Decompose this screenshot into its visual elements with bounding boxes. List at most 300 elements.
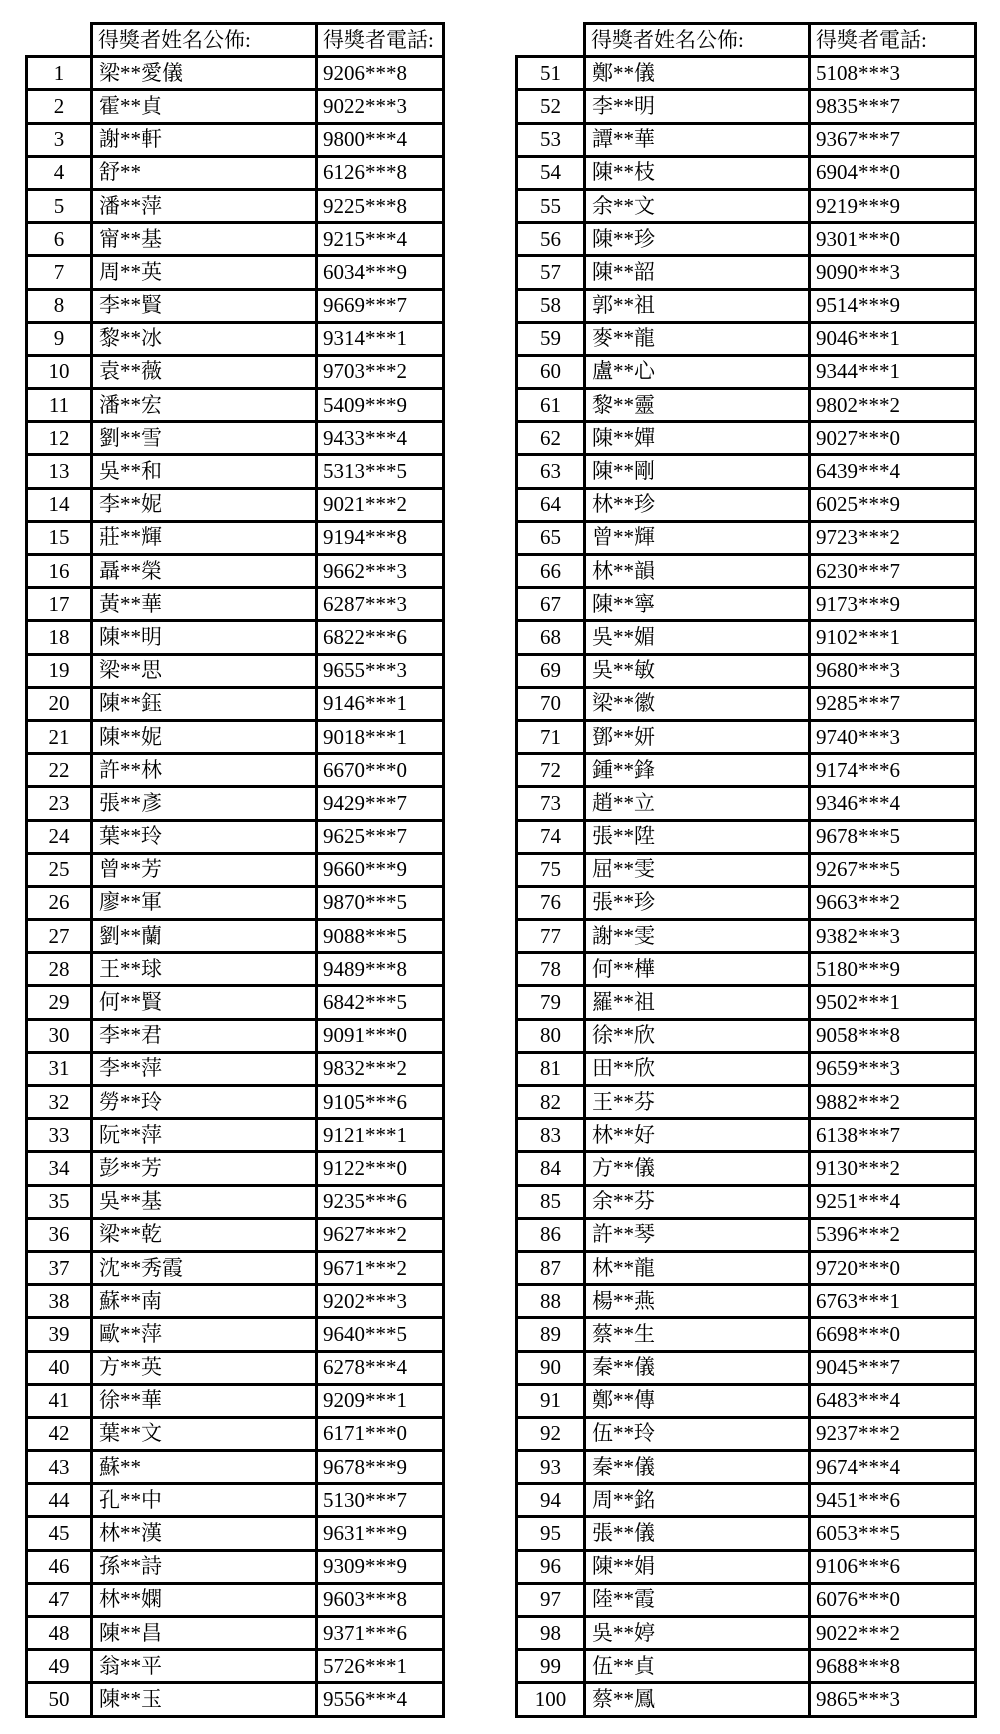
winner-phone: 6126***8 [317, 156, 444, 189]
winner-phone: 9655***3 [317, 654, 444, 687]
winner-phone: 9659***3 [810, 1052, 976, 1085]
row-number: 8 [27, 289, 92, 322]
winner-name: 吳**媚 [585, 621, 810, 654]
winner-phone: 6278***4 [317, 1351, 444, 1384]
table-row [517, 1218, 976, 1251]
winner-phone: 9603***8 [317, 1583, 444, 1616]
row-number: 4 [27, 156, 92, 189]
table-row [27, 189, 444, 222]
winner-name: 甯**基 [92, 223, 317, 256]
winner-phone: 9720***0 [810, 1251, 976, 1284]
table-row [27, 920, 444, 953]
winner-name: 吳**婷 [585, 1617, 810, 1650]
winner-phone: 9174***6 [810, 754, 976, 787]
row-number: 18 [27, 621, 92, 654]
row-number: 94 [517, 1484, 585, 1517]
table-row [517, 156, 976, 189]
winner-name: 秦**儀 [585, 1351, 810, 1384]
winner-name: 鄭**傳 [585, 1384, 810, 1417]
table-row [517, 754, 976, 787]
winner-phone: 9502***1 [810, 986, 976, 1019]
winner-name: 謝**軒 [92, 123, 317, 156]
table-row [27, 422, 444, 455]
winner-phone: 6034***9 [317, 256, 444, 289]
winner-name: 陳**剛 [585, 455, 810, 488]
winner-name: 伍**玲 [585, 1417, 810, 1450]
winner-phone: 9429***7 [317, 787, 444, 820]
winner-phone: 9627***2 [317, 1218, 444, 1251]
winner-phone: 9018***1 [317, 720, 444, 753]
row-number: 7 [27, 256, 92, 289]
table-row [27, 1185, 444, 1218]
winner-name: 聶**榮 [92, 555, 317, 588]
table-row [27, 1683, 444, 1716]
row-number: 88 [517, 1285, 585, 1318]
table-row [517, 1484, 976, 1517]
row-number: 12 [27, 422, 92, 455]
table-row [27, 1417, 444, 1450]
row-number: 65 [517, 521, 585, 554]
winner-phone: 9088***5 [317, 920, 444, 953]
winner-name: 鄭**儀 [585, 57, 810, 90]
winner-phone: 6483***4 [810, 1384, 976, 1417]
winner-name: 周**英 [92, 256, 317, 289]
winner-name: 莊**輝 [92, 521, 317, 554]
winner-phone: 5409***9 [317, 389, 444, 422]
winner-phone: 9723***2 [810, 521, 976, 554]
table-row [27, 1451, 444, 1484]
winner-name: 李**君 [92, 1019, 317, 1052]
row-number: 29 [27, 986, 92, 1019]
row-number: 45 [27, 1517, 92, 1550]
winner-name: 劉**雪 [92, 422, 317, 455]
winner-phone: 5108***3 [810, 57, 976, 90]
winner-phone: 9045***7 [810, 1351, 976, 1384]
table-row [27, 1285, 444, 1318]
table-row [27, 1484, 444, 1517]
row-number: 59 [517, 322, 585, 355]
row-number: 26 [27, 886, 92, 919]
winner-name: 黃**華 [92, 588, 317, 621]
row-number: 86 [517, 1218, 585, 1251]
winner-phone: 6842***5 [317, 986, 444, 1019]
header-row [517, 24, 976, 57]
row-number: 70 [517, 687, 585, 720]
row-number: 97 [517, 1583, 585, 1616]
table-row [517, 1119, 976, 1152]
row-number: 51 [517, 57, 585, 90]
row-number: 57 [517, 256, 585, 289]
table-row [27, 1152, 444, 1185]
table-row [27, 57, 444, 90]
table-row [517, 920, 976, 953]
table-row [517, 223, 976, 256]
row-number: 23 [27, 787, 92, 820]
table-row [27, 90, 444, 123]
table-row [517, 820, 976, 853]
row-number: 31 [27, 1052, 92, 1085]
winner-phone: 6287***3 [317, 588, 444, 621]
winner-name: 陳**寧 [585, 588, 810, 621]
table-row [27, 555, 444, 588]
table-row [517, 1683, 976, 1716]
winner-name: 潘**萍 [92, 189, 317, 222]
winner-name: 翁**平 [92, 1650, 317, 1683]
winner-name: 楊**燕 [585, 1285, 810, 1318]
winner-phone: 6670***0 [317, 754, 444, 787]
table-row [27, 886, 444, 919]
winner-phone: 9625***7 [317, 820, 444, 853]
table-row [517, 322, 976, 355]
winner-name: 梁**徽 [585, 687, 810, 720]
table-row [517, 1019, 976, 1052]
winner-phone: 9209***1 [317, 1384, 444, 1417]
winner-name: 陸**霞 [585, 1583, 810, 1616]
winner-name: 袁**薇 [92, 355, 317, 388]
winner-phone: 9680***3 [810, 654, 976, 687]
row-number: 56 [517, 223, 585, 256]
table-row [517, 1285, 976, 1318]
row-number: 25 [27, 853, 92, 886]
table-row [27, 1019, 444, 1052]
row-number: 96 [517, 1550, 585, 1583]
winner-phone: 9202***3 [317, 1285, 444, 1318]
table-row [517, 488, 976, 521]
table-row [27, 1550, 444, 1583]
winner-name: 余**文 [585, 189, 810, 222]
row-number: 62 [517, 422, 585, 455]
row-number: 54 [517, 156, 585, 189]
table-row [27, 754, 444, 787]
winner-name: 張**陞 [585, 820, 810, 853]
row-number: 13 [27, 455, 92, 488]
winner-name: 陳**明 [92, 621, 317, 654]
table-row [517, 289, 976, 322]
winner-name: 王**芬 [585, 1086, 810, 1119]
winner-name: 陳**韶 [585, 256, 810, 289]
row-number: 49 [27, 1650, 92, 1683]
table-row [517, 422, 976, 455]
winner-phone: 9802***2 [810, 389, 976, 422]
winner-phone: 9662***3 [317, 555, 444, 588]
row-number: 75 [517, 853, 585, 886]
table-row [517, 621, 976, 654]
table-row [517, 1185, 976, 1218]
winner-phone: 9021***2 [317, 488, 444, 521]
table-row [27, 1218, 444, 1251]
table-row [517, 1517, 976, 1550]
winner-name: 鄧**妍 [585, 720, 810, 753]
winner-name: 蔡**鳳 [585, 1683, 810, 1716]
winner-phone: 9703***2 [317, 355, 444, 388]
winner-name: 屈**雯 [585, 853, 810, 886]
winner-name: 余**芬 [585, 1185, 810, 1218]
winner-phone: 6763***1 [810, 1285, 976, 1318]
row-number: 71 [517, 720, 585, 753]
winner-name: 黎**冰 [92, 322, 317, 355]
winner-phone: 9382***3 [810, 920, 976, 953]
winner-name: 麥**龍 [585, 322, 810, 355]
table-row [27, 1052, 444, 1085]
winner-phone: 9367***7 [810, 123, 976, 156]
row-number: 9 [27, 322, 92, 355]
winner-name: 陳**妮 [92, 720, 317, 753]
winner-name: 郭**祖 [585, 289, 810, 322]
winner-name: 陳**枝 [585, 156, 810, 189]
row-number: 10 [27, 355, 92, 388]
winner-phone: 9870***5 [317, 886, 444, 919]
winner-phone: 9090***3 [810, 256, 976, 289]
winner-phone: 9046***1 [810, 322, 976, 355]
table-row [517, 521, 976, 554]
winner-name: 鍾**鋒 [585, 754, 810, 787]
winner-phone: 9173***9 [810, 588, 976, 621]
winner-name: 伍**貞 [585, 1650, 810, 1683]
table-row [27, 687, 444, 720]
winner-phone: 9251***4 [810, 1185, 976, 1218]
winner-name: 陳**玉 [92, 1683, 317, 1716]
winner-name: 何**樺 [585, 953, 810, 986]
table-row [517, 1052, 976, 1085]
table-row [517, 720, 976, 753]
blank-corner-cell [27, 24, 92, 57]
winner-phone: 9235***6 [317, 1185, 444, 1218]
winner-phone: 9130***2 [810, 1152, 976, 1185]
row-number: 66 [517, 555, 585, 588]
winner-phone: 6025***9 [810, 488, 976, 521]
winner-phone: 6138***7 [810, 1119, 976, 1152]
winner-phone: 9106***6 [810, 1550, 976, 1583]
winner-phone: 9285***7 [810, 687, 976, 720]
winner-phone: 5313***5 [317, 455, 444, 488]
table-row [517, 953, 976, 986]
winner-name: 曾**芳 [92, 853, 317, 886]
winner-phone: 9433***4 [317, 422, 444, 455]
row-number: 2 [27, 90, 92, 123]
winner-name: 沈**秀霞 [92, 1251, 317, 1284]
winner-phone: 9027***0 [810, 422, 976, 455]
table-row [27, 986, 444, 1019]
row-number: 58 [517, 289, 585, 322]
winner-name: 謝**雯 [585, 920, 810, 953]
winner-phone: 9678***9 [317, 1451, 444, 1484]
row-number: 46 [27, 1550, 92, 1583]
winner-name: 許**林 [92, 754, 317, 787]
row-number: 30 [27, 1019, 92, 1052]
winner-name: 林**漢 [92, 1517, 317, 1550]
winner-phone: 9219***9 [810, 189, 976, 222]
row-number: 24 [27, 820, 92, 853]
table-row [27, 1251, 444, 1284]
table-row [517, 588, 976, 621]
winner-name: 張**珍 [585, 886, 810, 919]
row-number: 52 [517, 90, 585, 123]
winner-name: 阮**萍 [92, 1119, 317, 1152]
table-row [27, 355, 444, 388]
table-row [517, 189, 976, 222]
row-number: 99 [517, 1650, 585, 1683]
winner-phone: 5180***9 [810, 953, 976, 986]
table-row [517, 1251, 976, 1284]
winner-phone: 9344***1 [810, 355, 976, 388]
table-row [517, 90, 976, 123]
table-row [27, 1384, 444, 1417]
header-row [27, 24, 444, 57]
winner-phone: 9102***1 [810, 621, 976, 654]
winner-phone: 9688***8 [810, 1650, 976, 1683]
winner-phone: 9832***2 [317, 1052, 444, 1085]
row-number: 39 [27, 1318, 92, 1351]
winner-phone: 9309***9 [317, 1550, 444, 1583]
row-number: 69 [517, 654, 585, 687]
table-row [517, 123, 976, 156]
winner-name: 徐**欣 [585, 1019, 810, 1052]
row-number: 74 [517, 820, 585, 853]
table-row [517, 1351, 976, 1384]
winner-phone: 9237***2 [810, 1417, 976, 1450]
row-number: 3 [27, 123, 92, 156]
table-row [517, 256, 976, 289]
winner-name: 何**賢 [92, 986, 317, 1019]
winner-phone: 9835***7 [810, 90, 976, 123]
row-number: 100 [517, 1683, 585, 1716]
row-number: 20 [27, 687, 92, 720]
winner-phone: 9489***8 [317, 953, 444, 986]
table-row [27, 1517, 444, 1550]
winner-phone: 9740***3 [810, 720, 976, 753]
winner-name: 陳**鈺 [92, 687, 317, 720]
winner-phone: 6230***7 [810, 555, 976, 588]
winner-name: 孫**詩 [92, 1550, 317, 1583]
table-row [517, 1451, 976, 1484]
row-number: 47 [27, 1583, 92, 1616]
winner-phone: 9091***0 [317, 1019, 444, 1052]
row-number: 95 [517, 1517, 585, 1550]
row-number: 44 [27, 1484, 92, 1517]
table-row [517, 57, 976, 90]
table-row [27, 1617, 444, 1650]
row-number: 89 [517, 1318, 585, 1351]
row-number: 60 [517, 355, 585, 388]
winners-table-left [25, 22, 445, 1718]
winners-table-right [515, 22, 977, 1718]
row-number: 53 [517, 123, 585, 156]
row-number: 48 [27, 1617, 92, 1650]
table-row [517, 1152, 976, 1185]
row-number: 91 [517, 1384, 585, 1417]
winner-name: 梁**思 [92, 654, 317, 687]
row-number: 76 [517, 886, 585, 919]
table-row [517, 1650, 976, 1683]
winner-name: 周**銘 [585, 1484, 810, 1517]
winner-name: 方**英 [92, 1351, 317, 1384]
winner-name: 王**球 [92, 953, 317, 986]
blank-corner-cell [517, 24, 585, 57]
row-number: 77 [517, 920, 585, 953]
winner-phone: 9146***1 [317, 687, 444, 720]
row-number: 41 [27, 1384, 92, 1417]
winner-name: 蘇**南 [92, 1285, 317, 1318]
table-row [517, 1318, 976, 1351]
row-number: 37 [27, 1251, 92, 1284]
winner-phone: 9800***4 [317, 123, 444, 156]
winner-phone: 9194***8 [317, 521, 444, 554]
table-row [27, 156, 444, 189]
winner-phone: 9671***2 [317, 1251, 444, 1284]
winner-name: 林**韻 [585, 555, 810, 588]
winner-name: 林**好 [585, 1119, 810, 1152]
row-number: 1 [27, 57, 92, 90]
winner-name: 陳**娟 [585, 1550, 810, 1583]
table-row [27, 787, 444, 820]
winner-phone: 9556***4 [317, 1683, 444, 1716]
row-number: 61 [517, 389, 585, 422]
phone-column-header: 得獎者電話: [317, 24, 444, 57]
table-row [27, 123, 444, 156]
winner-name: 羅**祖 [585, 986, 810, 1019]
winner-phone: 6904***0 [810, 156, 976, 189]
winner-phone: 9514***9 [810, 289, 976, 322]
winner-name: 彭**芳 [92, 1152, 317, 1185]
table-row [27, 488, 444, 521]
winner-name: 葉**文 [92, 1417, 317, 1450]
table-row [27, 720, 444, 753]
winner-phone: 5396***2 [810, 1218, 976, 1251]
winner-name: 田**欣 [585, 1052, 810, 1085]
row-number: 27 [27, 920, 92, 953]
table-row [517, 687, 976, 720]
row-number: 79 [517, 986, 585, 1019]
winner-name: 盧**心 [585, 355, 810, 388]
phone-column-header: 得獎者電話: [810, 24, 976, 57]
winner-name: 林**龍 [585, 1251, 810, 1284]
row-number: 6 [27, 223, 92, 256]
row-number: 15 [27, 521, 92, 554]
name-column-header: 得獎者姓名公佈: [585, 24, 810, 57]
winner-name: 霍**貞 [92, 90, 317, 123]
winner-name: 劉**蘭 [92, 920, 317, 953]
row-number: 50 [27, 1683, 92, 1716]
winner-phone: 9301***0 [810, 223, 976, 256]
winner-name: 梁**乾 [92, 1218, 317, 1251]
winner-phone: 9669***7 [317, 289, 444, 322]
row-number: 87 [517, 1251, 585, 1284]
row-number: 34 [27, 1152, 92, 1185]
winner-phone: 9631***9 [317, 1517, 444, 1550]
winner-name: 蔡**生 [585, 1318, 810, 1351]
row-number: 81 [517, 1052, 585, 1085]
winner-name: 李**萍 [92, 1052, 317, 1085]
table-row [27, 1119, 444, 1152]
winner-phone: 9105***6 [317, 1086, 444, 1119]
winner-phone: 6822***6 [317, 621, 444, 654]
row-number: 21 [27, 720, 92, 753]
winner-name: 徐**華 [92, 1384, 317, 1417]
row-number: 82 [517, 1086, 585, 1119]
table-row [517, 853, 976, 886]
row-number: 80 [517, 1019, 585, 1052]
table-row [27, 588, 444, 621]
row-number: 67 [517, 588, 585, 621]
winner-phone: 5726***1 [317, 1650, 444, 1683]
table-row [27, 621, 444, 654]
winner-phone: 9215***4 [317, 223, 444, 256]
row-number: 93 [517, 1451, 585, 1484]
winner-name: 歐**萍 [92, 1318, 317, 1351]
row-number: 19 [27, 654, 92, 687]
winner-name: 林**珍 [585, 488, 810, 521]
table-row [517, 355, 976, 388]
